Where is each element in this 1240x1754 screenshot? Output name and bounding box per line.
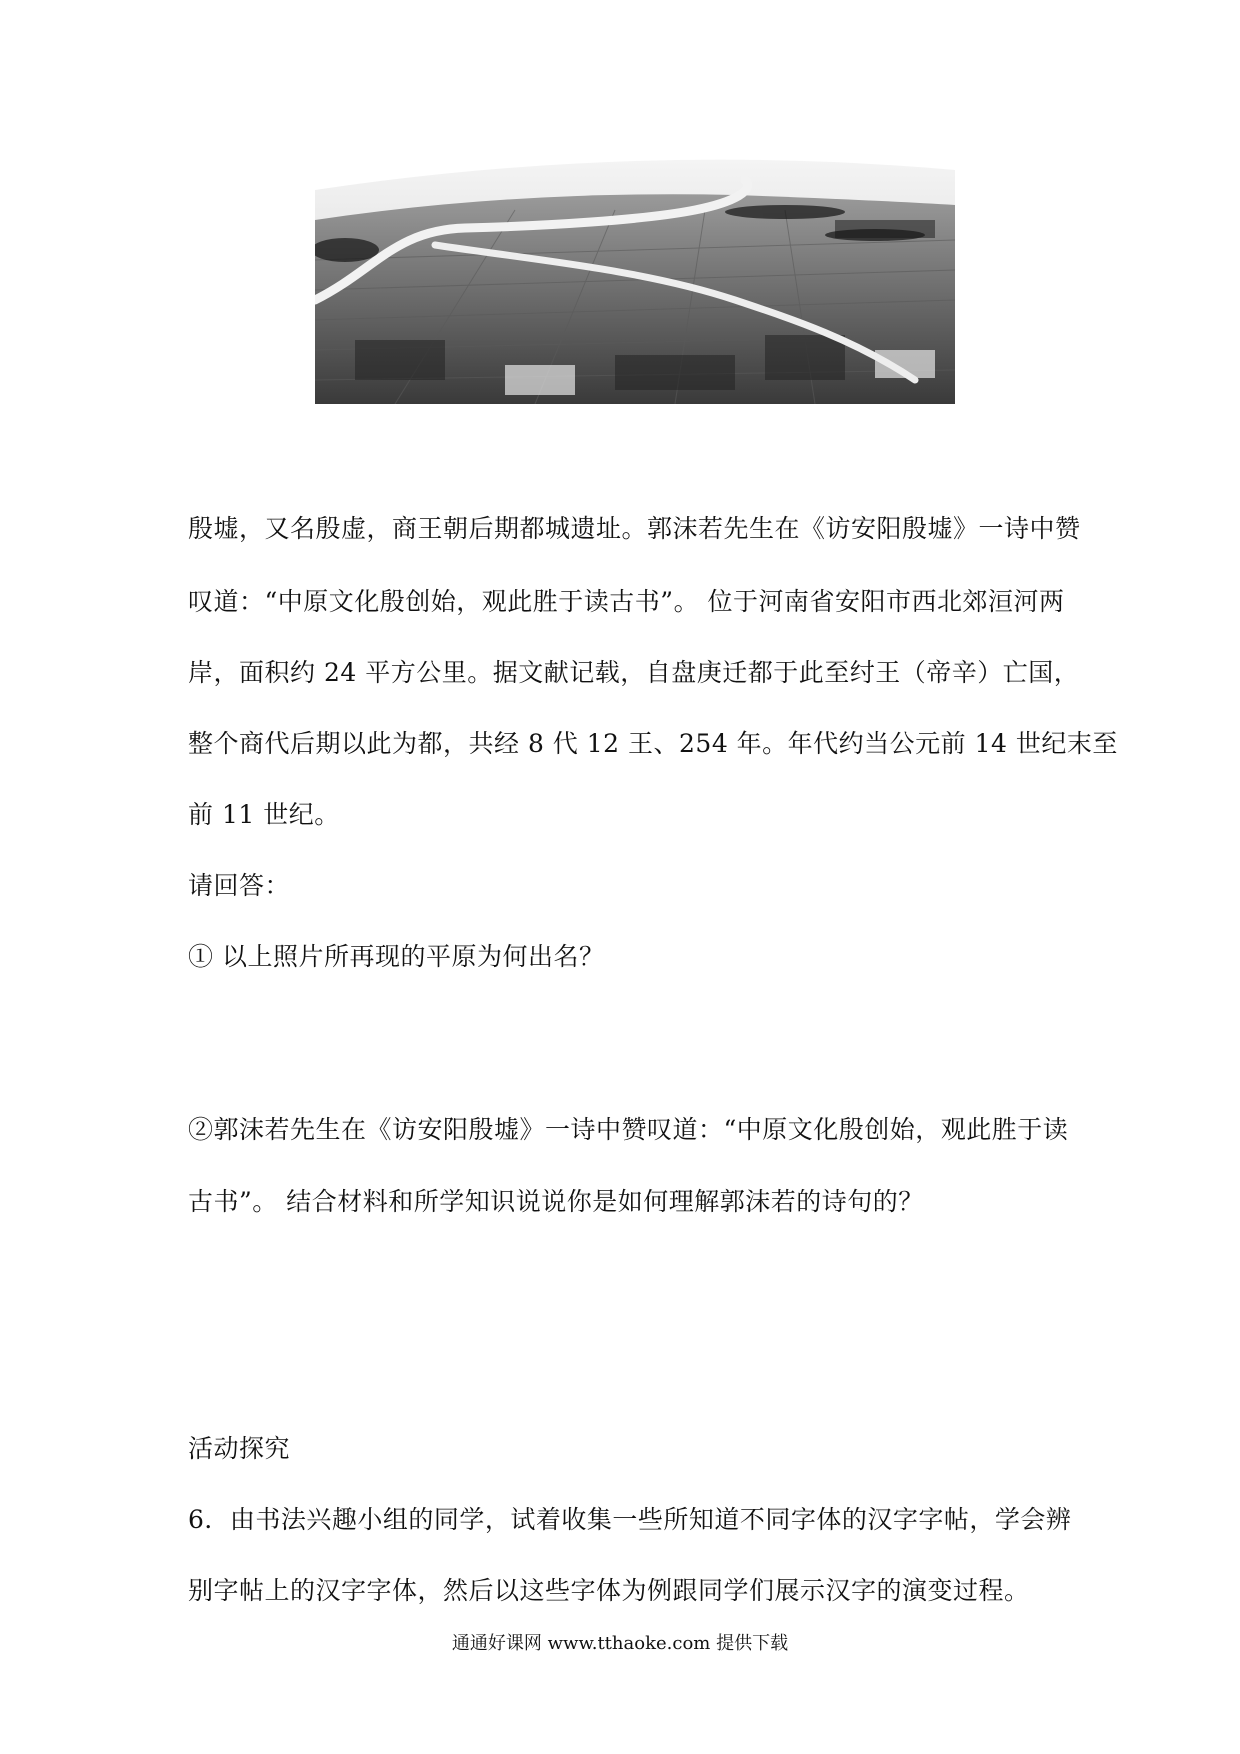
question-2-line-2: 古书”。 结合材料和所学知识说说你是如何理解郭沫若的诗句的？ <box>188 1187 924 1216</box>
passage-line-1: 殷墟，又名殷虚，商王朝后期都城遗址。郭沫若先生在《访安阳殷墟》一诗中赞 <box>188 514 1081 543</box>
activity-line-2: 别字帖上的汉字字体，然后以这些字体为例跟同学们展示汉字的演变过程。 <box>188 1576 1030 1605</box>
passage-line-3: 岸，面积约 24 平方公里。据文献记载，自盘庚迁都于此至纣王（帝辛）亡国， <box>188 658 1080 687</box>
passage-line-4: 整个商代后期以此为都，共经 8 代 12 王、254 年。年代约当公元前 14 世纪末至 <box>188 729 1118 758</box>
answer-prompt: 请回答： <box>188 871 291 900</box>
question-2-line-1: ②郭沫若先生在《访安阳殷墟》一诗中赞叹道：“中原文化殷创始，观此胜于读 <box>188 1115 1069 1144</box>
aerial-photo-yinxu-plain <box>315 150 955 404</box>
passage-line-5: 前 11 世纪。 <box>188 800 340 829</box>
passage-line-2: 叹道：“中原文化殷创始，观此胜于读古书”。 位于河南省安阳市西北郊洹河两 <box>188 587 1065 616</box>
page-footer: 通通好课网 www.tthaoke.com 提供下载 <box>451 1633 789 1654</box>
activity-line-1: 6．由书法兴趣小组的同学，试着收集一些所知道不同字体的汉字字帖，学会辨 <box>188 1505 1072 1534</box>
activity-heading: 活动探究 <box>188 1434 291 1463</box>
question-1: ① 以上照片所再现的平原为何出名？ <box>188 942 605 971</box>
